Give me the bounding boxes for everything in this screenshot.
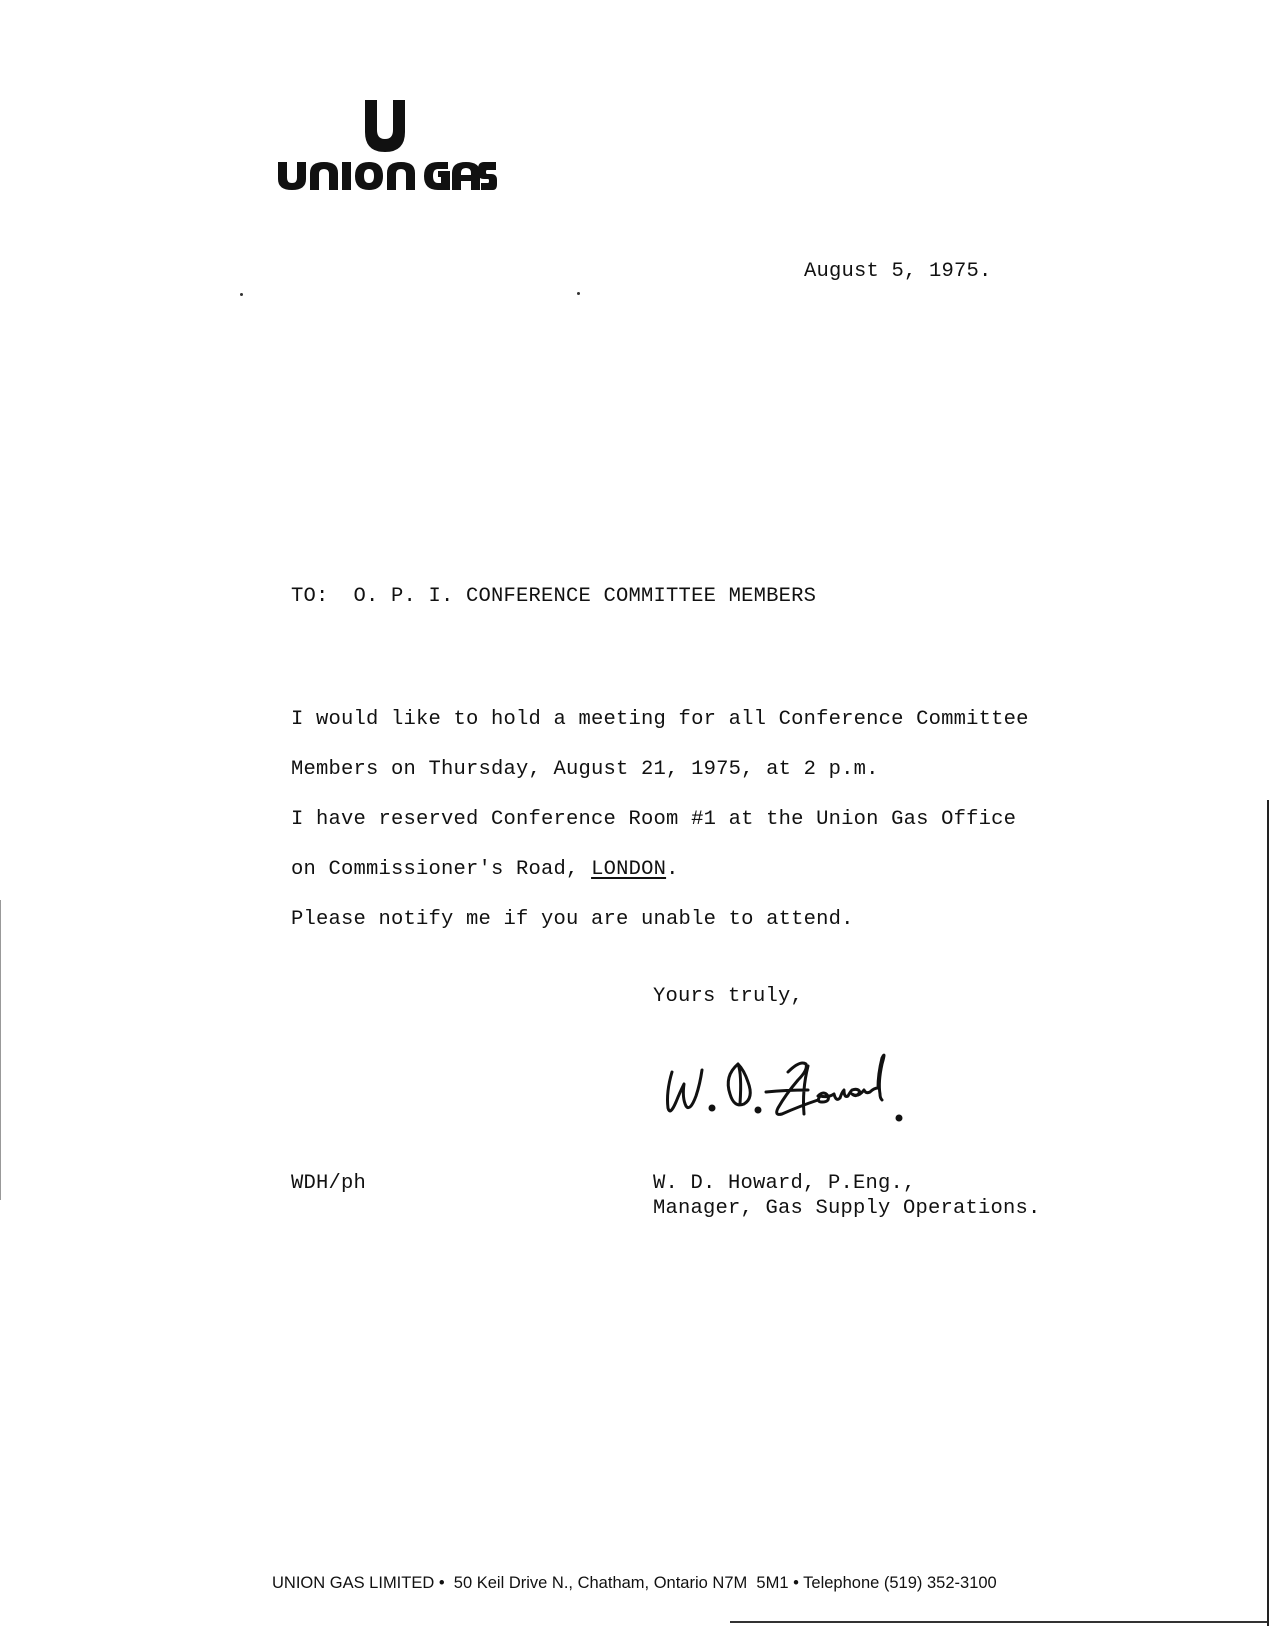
body-line-1: I would like to hold a meeting for all Conference Committee xyxy=(291,708,1029,731)
body-line-4 xyxy=(291,858,679,881)
scan-edge-right xyxy=(1267,800,1269,1626)
body-line-5: Please notify me if you are unable to attend. xyxy=(291,908,854,931)
letter-date: August 5, 1975. xyxy=(804,260,992,283)
body-line-4-suffix: . xyxy=(666,858,679,881)
closing: Yours truly, xyxy=(653,985,804,1008)
body-line-2: Members on Thursday, August 21, 1975, at 2 p.m. xyxy=(291,758,879,781)
scan-edge-bottom xyxy=(730,1621,1267,1623)
typist-initials: WDH/ph xyxy=(291,1172,367,1195)
city-london: LONDON xyxy=(591,858,667,881)
body-line-4-prefix: on Commissioner's Road, xyxy=(291,858,592,881)
scan-speck xyxy=(240,293,243,296)
recipient-line: TO: O. P. I. CONFERENCE COMMITTEE MEMBERS xyxy=(291,585,817,608)
signer-title: Manager, Gas Supply Operations. xyxy=(653,1197,1041,1220)
scan-speck xyxy=(577,292,580,295)
handwritten-signature xyxy=(658,1052,948,1132)
signer-name: W. D. Howard, P.Eng., xyxy=(653,1172,916,1195)
scan-edge-left xyxy=(0,900,1,1200)
letterhead-footer: UNION GAS LIMITED • 50 Keil Drive N., Chatham, Ontario N7M 5M1 • Telephone (519) 352-3100 xyxy=(272,1574,997,1592)
body-line-3: I have reserved Conference Room #1 at the Union Gas Office xyxy=(291,808,1017,831)
union-gas-logo xyxy=(278,98,500,194)
